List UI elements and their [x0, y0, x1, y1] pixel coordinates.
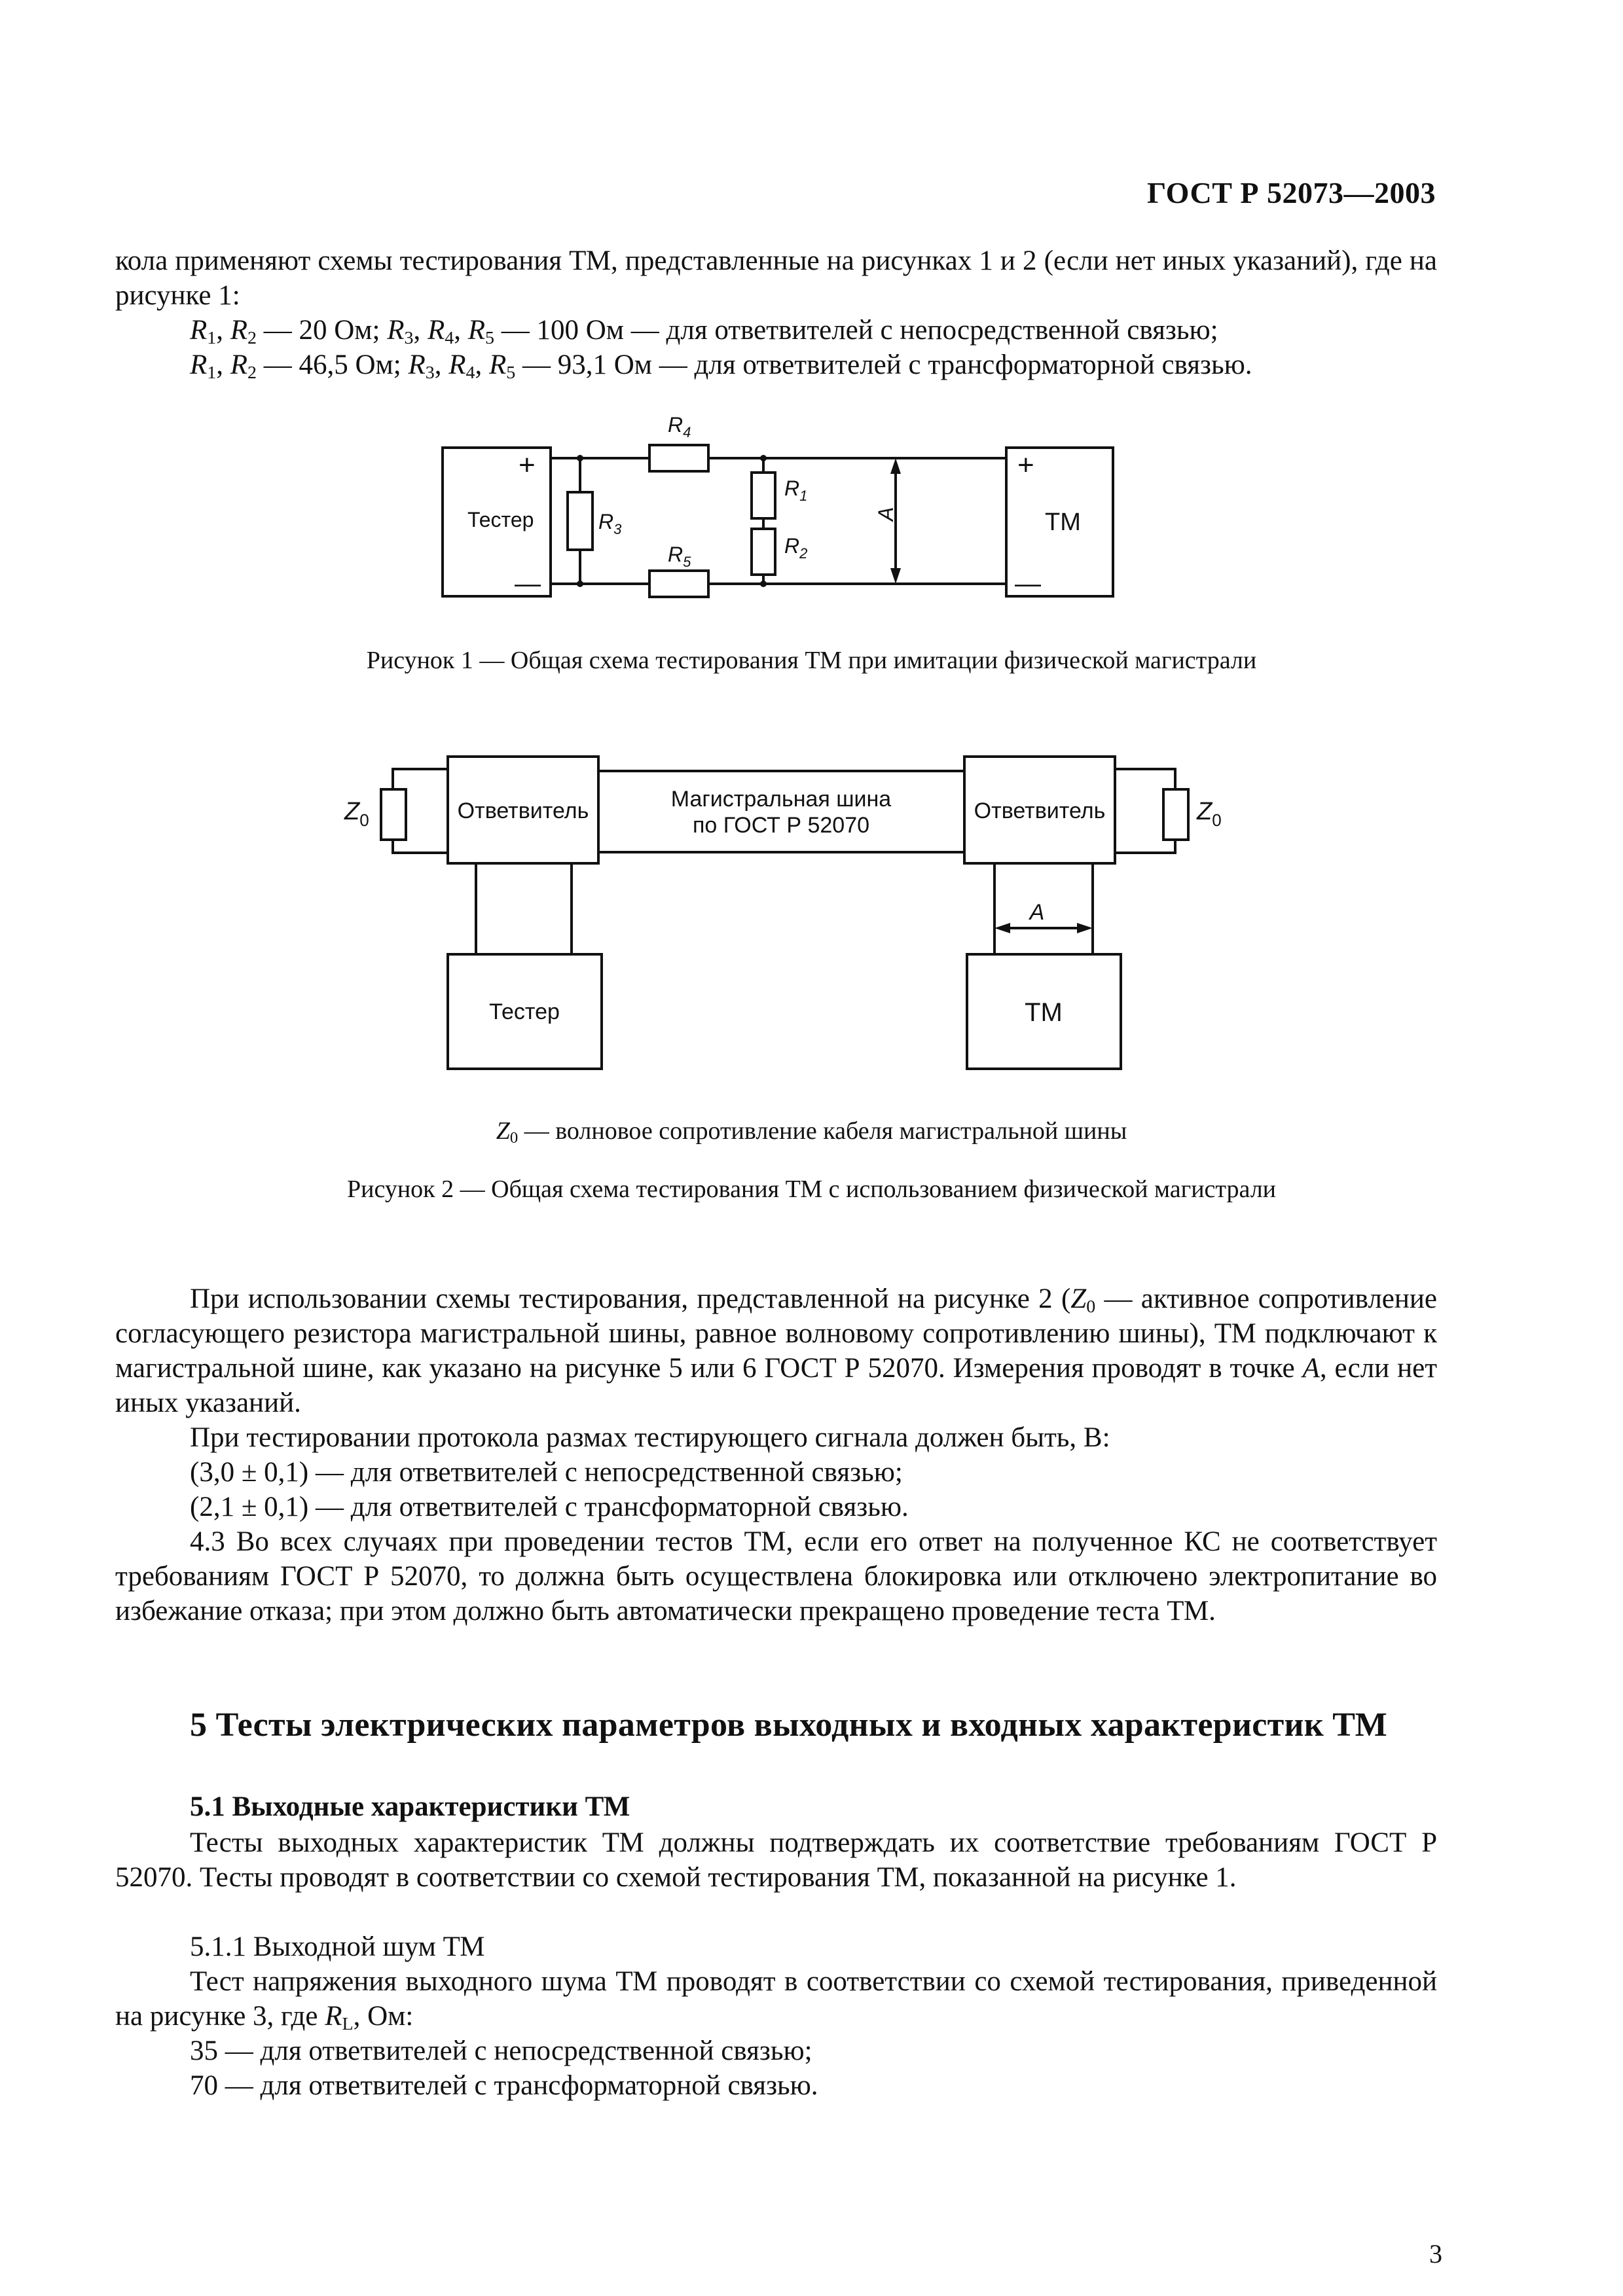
tester-minus: —	[515, 569, 541, 598]
r5-label: $R_5$	[668, 543, 691, 570]
figure-1-diagram	[0, 393, 1623, 615]
r2-label: $R_2$	[784, 534, 808, 562]
tm-minus: —	[1015, 569, 1041, 598]
paragraph-output-noise: Тест напряжения выходного шума ТМ проводят в соответствии со схемой тестирования, приведенной на рисунке 3, где $R_L$, Ом:	[115, 1966, 1437, 2034]
coupler-right-label: Ответвитель	[974, 798, 1106, 823]
r3-label: $R_3$	[598, 510, 622, 537]
paragraph-scheme-usage: При использовании схемы тестирования, представленной на рисунке 2 ($Z_0$ — активное сопротивление согласующего резистора магистральной шины, равное волновому сопротивлению шины), ТМ подключают к магистральной шине, как указано на рисунке 5 или 6 ГОСТ Р 52070. Измерения проводят в точке A, если нет иных указаний.	[115, 1283, 1437, 1418]
tm-label-fig2: ТМ	[1025, 998, 1063, 1027]
section-5-heading: 5 Тесты электрических параметров выходных и входных характеристик ТМ	[190, 1706, 1387, 1744]
resistor-r2	[752, 529, 775, 575]
a-label: A	[874, 507, 898, 521]
value-direct-coupling: (3,0 ± 0,1) — для ответвителей с непосредственной связью;	[190, 1457, 903, 1488]
r4-label: $R_4$	[668, 413, 691, 440]
paragraph-signal-swing: При тестировании протокола размах тестирующего сигнала должен быть, В:	[190, 1422, 1110, 1453]
z0-right-resistor	[1163, 789, 1188, 840]
bus-label-line1: Магистральная шина	[670, 787, 892, 812]
page-number: 3	[1429, 2239, 1442, 2269]
value-35: 35 — для ответвителей с непосредственной связью;	[190, 2036, 812, 2066]
z0-left-label: $Z_0$	[344, 798, 369, 830]
figure-2-caption: Рисунок 2 — Общая схема тестирования ТМ с использованием физической магистрали	[347, 1175, 1276, 1203]
resistor-r5	[649, 571, 708, 597]
resistor-values-direct: $R_1$, $R_2$ — 20 Ом; $R_3$, $R_4$, $R_5$ — 100 Ом — для ответвителей с непосредственной связью;	[190, 315, 1218, 348]
resistor-r3	[568, 492, 593, 550]
item-5-1-1: 5.1.1 Выходной шум ТМ	[190, 1931, 485, 1962]
resistor-r1	[752, 473, 775, 518]
coupler-left-label: Ответвитель	[457, 798, 589, 823]
intro-paragraph: кола применяют схемы тестирования ТМ, представленные на рисунках 1 и 2 (если нет иных указаний), где на рисунке 1:	[115, 245, 1437, 311]
bus-label-line2: по ГОСТ Р 52070	[692, 813, 870, 838]
paragraph-4-3: 4.3 Во всех случаях при проведении тестов ТМ, если его ответ на полученное КС не соответствует требованиям ГОСТ Р 52070, то должна быть осуществлена блокировка или отключено электропитание во избежание отказа; при этом должно быть автоматически прекращено проведение теста ТМ.	[115, 1526, 1437, 1626]
resistor-values-transformer: $R_1$, $R_2$ — 46,5 Ом; $R_3$, $R_4$, $R_5$ — 93,1 Ом — для ответвителей с трансформаторной связью.	[190, 350, 1252, 383]
value-70: 70 — для ответвителей с трансформаторной связью.	[190, 2070, 818, 2101]
r1-label: $R_1$	[784, 476, 808, 504]
z0-right-label: $Z_0$	[1197, 798, 1222, 830]
z0-left-resistor	[381, 789, 406, 840]
value-transformer-coupling: (2,1 ± 0,1) — для ответвителей с трансформаторной связью.	[190, 1492, 909, 1522]
tm-label: ТМ	[1045, 509, 1081, 536]
tester-plus: +	[519, 449, 536, 481]
a-label-fig2: A	[1029, 900, 1045, 925]
tm-plus: +	[1017, 449, 1034, 481]
resistor-r4	[649, 445, 708, 471]
figure-2-diagram	[0, 740, 1623, 1080]
document-header: ГОСТ Р 52073—2003	[1147, 176, 1436, 209]
bus-box	[598, 771, 964, 852]
paragraph-output-tests: Тесты выходных характеристик ТМ должны подтверждать их соответствие требованиям ГОСТ Р 52070. Тесты проводят в соответствии со схемой тестирования ТМ, показанной на рисунке 1.	[115, 1827, 1437, 1893]
tester-label: Тестер	[467, 508, 534, 531]
tester-label-fig2: Тестер	[489, 999, 560, 1024]
figure-2-note: $Z_0$ — волновое сопротивление кабеля магистральной шины	[496, 1117, 1127, 1147]
figure-1-caption: Рисунок 1 — Общая схема тестирования ТМ при имитации физической магистрали	[366, 647, 1257, 674]
section-5-1-heading: 5.1 Выходные характеристики ТМ	[190, 1791, 630, 1822]
